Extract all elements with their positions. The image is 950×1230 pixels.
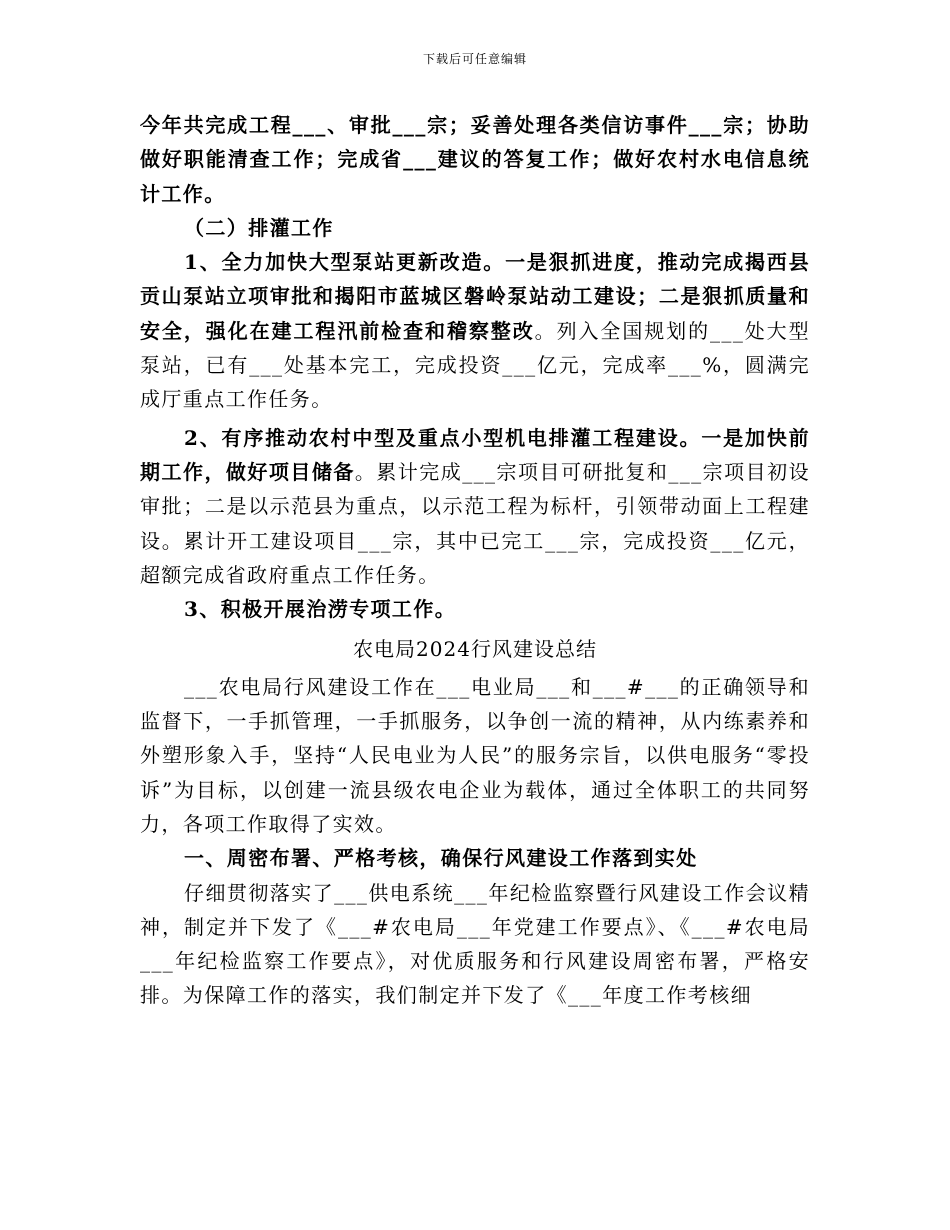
item-2 bbox=[140, 421, 810, 592]
item-1-body: 。列入全国规划的___处大型泵站，已有___处基本完工，完成投资___亿元，完成率___%，圆满完成厅重点工作任务。 bbox=[140, 318, 811, 412]
document-body bbox=[140, 108, 810, 1013]
section-1-body: 仔细贯彻落实了___供电系统___年纪检监察暨行风建设工作会议精神，制定并下发了《___#农电局___年党建工作要点》、《___#农电局___年纪检监察工作要点》，对优质服务和行风建设周密布署，严格安排。为保障工作的落实，我们制定并下发了《___年度工作考核细 bbox=[140, 880, 810, 1008]
document-title: 农电局2024行风建设总结 bbox=[353, 637, 597, 662]
item-3: 3、积极开展治涝专项工作。 bbox=[184, 597, 457, 622]
item-2-lead: 2、有序推动农村中型及重点小型机电排灌工程建设。一是加快前期工作，做好项目储备 bbox=[140, 425, 810, 484]
intro-paragraph: ___农电局行风建设工作在___电业局___和___#___的正确领导和监督下，一手抓管理，一手抓服务，以争创一流的精神，从内练素养和外塑形象入手，坚持“人民电业为人民”的服务宗旨，以供电服务“零投诉”为目标，以创建一流县级农电企业为载体，通过全体职工的共同努力，各项工作取得了实效。 bbox=[140, 674, 810, 836]
item-2-body: 。累计完成___宗项目可研批复和___宗项目初设审批；二是以示范县为重点，以示范工程为标杆，引领带动面上工程建设。累计开工建设项目___宗，其中已完工___宗，完成投资___亿元，超额完成省政府重点工作任务。 bbox=[140, 459, 810, 587]
item-1 bbox=[140, 245, 810, 416]
paragraph-work-completion: 今年共完成工程___、审批___宗；妥善处理各类信访事件___宗；协助做好职能清查工作；完成省___建议的答复工作；做好农村水电信息统计工作。 bbox=[140, 113, 810, 206]
page-header: 下载后可任意编辑 bbox=[422, 52, 527, 66]
section-1-heading: 一、周密布署、严格考核，确保行风建设工作落到实处 bbox=[184, 846, 698, 871]
item-1-lead: 1、全力加快大型泵站更新改造。一是狠抓进度，推动完成揭西县贡山泵站立项审批和揭阳市蓝城区磐岭泵站动工建设；二是狠抓质量和安全，强化在建工程汛前检查和稽察整改 bbox=[140, 250, 810, 343]
heading-drainage-irrigation: （二）排灌工作 bbox=[184, 215, 334, 240]
